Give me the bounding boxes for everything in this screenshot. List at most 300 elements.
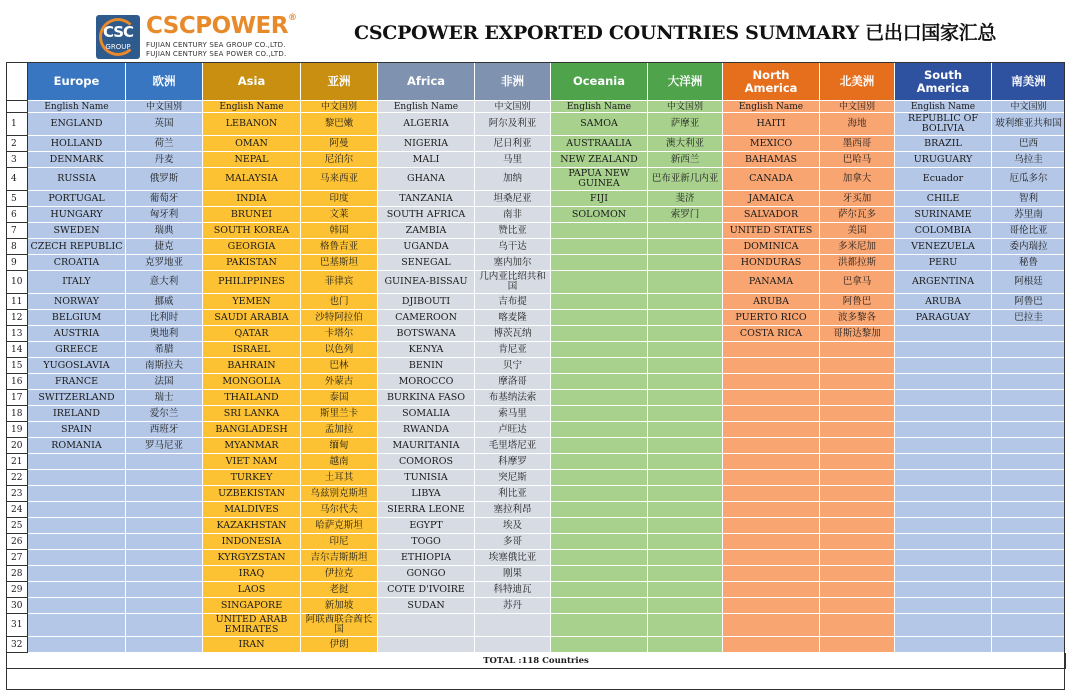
country-name-cn: 南斯拉夫 [126, 358, 203, 374]
country-name-en: PARAGUAY [895, 310, 992, 326]
country-name-cn: 海地 [820, 113, 895, 136]
continent-header-asia-cn: 亚洲 [301, 63, 378, 101]
sub-header-en: English Name [378, 101, 475, 113]
country-name-cn: 乌拉圭 [992, 152, 1066, 168]
country-name-cn: 巴哈马 [820, 152, 895, 168]
country-name-cn [648, 566, 723, 582]
country-name-en [895, 518, 992, 534]
country-name-en: UZBEKISTAN [203, 486, 301, 502]
country-name-en [28, 614, 126, 637]
country-name-cn: 塞拉利昂 [475, 502, 551, 518]
country-name-cn [992, 454, 1066, 470]
country-name-cn [648, 502, 723, 518]
country-name-en: GHANA [378, 168, 475, 191]
country-name-en: GONGO [378, 566, 475, 582]
country-name-cn: 阿鲁巴 [992, 294, 1066, 310]
country-name-cn [992, 422, 1066, 438]
country-name-cn [992, 406, 1066, 422]
country-name-cn: 埃及 [475, 518, 551, 534]
country-name-en [895, 358, 992, 374]
country-name-en: NIGERIA [378, 136, 475, 152]
country-name-cn: 牙买加 [820, 191, 895, 207]
country-name-cn: 沙特阿拉伯 [301, 310, 378, 326]
country-name-cn [992, 342, 1066, 358]
country-name-en: MALDIVES [203, 502, 301, 518]
country-name-cn: 巴林 [301, 358, 378, 374]
country-name-cn: 玻利维亚共和国 [992, 113, 1066, 136]
country-name-en [551, 223, 648, 239]
country-name-cn: 萨摩亚 [648, 113, 723, 136]
country-name-en: CHILE [895, 191, 992, 207]
row-number: 7 [7, 223, 28, 239]
country-name-cn [475, 614, 551, 637]
country-name-en: ISRAEL [203, 342, 301, 358]
country-name-cn [992, 326, 1066, 342]
country-name-en: SUDAN [378, 598, 475, 614]
country-name-en [723, 470, 820, 486]
row-number: 18 [7, 406, 28, 422]
country-name-en [895, 326, 992, 342]
country-name-cn [820, 598, 895, 614]
country-name-cn: 尼泊尔 [301, 152, 378, 168]
country-name-cn [992, 550, 1066, 566]
country-name-en: THAILAND [203, 390, 301, 406]
sub-header-en: English Name [723, 101, 820, 113]
country-name-cn [820, 486, 895, 502]
country-name-en: YEMEN [203, 294, 301, 310]
table-row [7, 358, 1066, 374]
row-number: 5 [7, 191, 28, 207]
country-name-cn: 以色列 [301, 342, 378, 358]
country-name-cn [126, 470, 203, 486]
country-name-cn [820, 454, 895, 470]
country-name-en [895, 454, 992, 470]
country-name-en: SALVADOR [723, 207, 820, 223]
country-name-cn [992, 358, 1066, 374]
country-name-cn [820, 502, 895, 518]
country-name-cn: 澳大利亚 [648, 136, 723, 152]
country-name-cn: 刚果 [475, 566, 551, 582]
table-row [7, 374, 1066, 390]
country-name-en [723, 566, 820, 582]
country-name-en [28, 637, 126, 653]
country-name-cn: 瑞典 [126, 223, 203, 239]
table-row [7, 310, 1066, 326]
table-row [7, 342, 1066, 358]
country-name-en [723, 422, 820, 438]
country-name-cn [648, 239, 723, 255]
country-name-en [895, 502, 992, 518]
row-number: 23 [7, 486, 28, 502]
company-name-1: FUJIAN CENTURY SEA GROUP CO.,LTD. [146, 41, 286, 49]
country-name-en: HAITI [723, 113, 820, 136]
country-name-en: CAMEROON [378, 310, 475, 326]
country-name-cn [126, 486, 203, 502]
country-name-en [551, 614, 648, 637]
country-name-cn [648, 422, 723, 438]
country-name-en [895, 614, 992, 637]
country-name-en: NEW ZEALAND [551, 152, 648, 168]
country-name-cn [648, 223, 723, 239]
country-name-en [723, 614, 820, 637]
country-name-en [551, 598, 648, 614]
country-name-cn [992, 566, 1066, 582]
country-name-cn [126, 637, 203, 653]
country-name-cn [648, 374, 723, 390]
country-name-cn [820, 438, 895, 454]
logo [96, 15, 301, 59]
country-name-en: NORWAY [28, 294, 126, 310]
country-name-en: PAPUA NEW GUINEA [551, 168, 648, 191]
country-name-en [895, 438, 992, 454]
country-name-cn: 巴拉圭 [992, 310, 1066, 326]
country-name-en: ETHIOPIA [378, 550, 475, 566]
country-name-en: TURKEY [203, 470, 301, 486]
country-name-cn: 苏丹 [475, 598, 551, 614]
country-name-cn: 文莱 [301, 207, 378, 223]
country-name-cn: 黎巴嫩 [301, 113, 378, 136]
row-number: 28 [7, 566, 28, 582]
table-row [7, 438, 1066, 454]
row-number: 11 [7, 294, 28, 310]
page-header [0, 0, 1071, 62]
country-name-en: VENEZUELA [895, 239, 992, 255]
country-name-en [895, 486, 992, 502]
country-name-en [28, 454, 126, 470]
country-name-cn [820, 534, 895, 550]
country-name-cn: 苏里南 [992, 207, 1066, 223]
table-row [7, 566, 1066, 582]
country-name-en: MALAYSIA [203, 168, 301, 191]
total-count: TOTAL :118 Countries [7, 653, 1066, 669]
country-name-cn [475, 637, 551, 653]
country-name-en: INDIA [203, 191, 301, 207]
country-name-cn: 哥伦比亚 [992, 223, 1066, 239]
country-name-cn: 突尼斯 [475, 470, 551, 486]
country-name-cn: 南非 [475, 207, 551, 223]
country-name-en: AUSTRIA [28, 326, 126, 342]
country-name-en [723, 486, 820, 502]
country-name-en [551, 294, 648, 310]
country-name-en: KYRGYZSTAN [203, 550, 301, 566]
country-name-en [895, 582, 992, 598]
country-name-cn: 多米尼加 [820, 239, 895, 255]
country-name-en: COTE D'IVOIRE [378, 582, 475, 598]
country-name-cn: 韩国 [301, 223, 378, 239]
country-name-cn [820, 582, 895, 598]
country-name-cn [648, 326, 723, 342]
country-name-en [551, 454, 648, 470]
country-name-cn: 土耳其 [301, 470, 378, 486]
country-name-en [723, 598, 820, 614]
country-name-cn: 斯里兰卡 [301, 406, 378, 422]
table-row [7, 168, 1066, 191]
country-name-cn: 肯尼亚 [475, 342, 551, 358]
country-name-cn [648, 454, 723, 470]
country-name-cn: 匈牙利 [126, 207, 203, 223]
country-name-cn [648, 614, 723, 637]
country-name-cn: 瑞士 [126, 390, 203, 406]
country-name-en: PHILIPPINES [203, 271, 301, 294]
country-name-en [551, 326, 648, 342]
country-name-en: BRAZIL [895, 136, 992, 152]
country-name-en: BRUNEI [203, 207, 301, 223]
table-body [7, 113, 1066, 653]
country-name-en: DOMINICA [723, 239, 820, 255]
sub-header-cn: 中文国别 [648, 101, 723, 113]
country-name-en [378, 614, 475, 637]
country-name-en [895, 390, 992, 406]
country-name-en [551, 390, 648, 406]
country-name-cn: 科摩罗 [475, 454, 551, 470]
country-name-en: BELGIUM [28, 310, 126, 326]
country-name-en [723, 358, 820, 374]
country-name-cn: 吉尔吉斯斯坦 [301, 550, 378, 566]
country-name-en [28, 518, 126, 534]
country-name-en: TOGO [378, 534, 475, 550]
country-name-cn: 哥斯达黎加 [820, 326, 895, 342]
continent-header-north-america-cn: 北美洲 [820, 63, 895, 101]
country-name-en: ALGERIA [378, 113, 475, 136]
country-name-cn: 科特迪瓦 [475, 582, 551, 598]
country-name-en [723, 438, 820, 454]
country-name-en: LAOS [203, 582, 301, 598]
country-name-cn: 也门 [301, 294, 378, 310]
continent-header-south-america-cn: 南美洲 [992, 63, 1066, 101]
country-name-en: SOUTH AFRICA [378, 207, 475, 223]
country-name-cn: 巴基斯坦 [301, 255, 378, 271]
country-name-en: PERU [895, 255, 992, 271]
country-name-en: SRI LANKA [203, 406, 301, 422]
table-row [7, 582, 1066, 598]
country-name-en: ARUBA [895, 294, 992, 310]
country-name-cn: 加拿大 [820, 168, 895, 191]
row-number: 15 [7, 358, 28, 374]
country-name-en [895, 550, 992, 566]
country-name-en: MOROCCO [378, 374, 475, 390]
sub-header-cn: 中文国别 [301, 101, 378, 113]
country-name-cn: 越南 [301, 454, 378, 470]
country-name-en: ITALY [28, 271, 126, 294]
country-name-cn [820, 550, 895, 566]
country-name-en [28, 566, 126, 582]
country-name-en [551, 358, 648, 374]
country-name-cn [126, 518, 203, 534]
country-name-cn [992, 438, 1066, 454]
country-name-cn: 索马里 [475, 406, 551, 422]
country-name-en: KAZAKHSTAN [203, 518, 301, 534]
country-name-en [723, 502, 820, 518]
country-name-cn [820, 518, 895, 534]
country-name-en: FRANCE [28, 374, 126, 390]
country-name-cn [820, 470, 895, 486]
country-name-en: DJIBOUTI [378, 294, 475, 310]
country-name-cn [648, 550, 723, 566]
country-name-en: REPUBLIC OF BOLIVIA [895, 113, 992, 136]
country-name-en: QATAR [203, 326, 301, 342]
country-name-en [723, 342, 820, 358]
country-name-en [895, 534, 992, 550]
country-name-cn: 孟加拉 [301, 422, 378, 438]
country-name-cn: 菲律宾 [301, 271, 378, 294]
country-name-cn [992, 374, 1066, 390]
country-name-en [895, 598, 992, 614]
registered-mark: ® [287, 13, 297, 23]
country-name-cn: 俄罗斯 [126, 168, 203, 191]
country-name-cn: 毛里塔尼亚 [475, 438, 551, 454]
country-name-en: SAMOA [551, 113, 648, 136]
table-row [7, 518, 1066, 534]
country-name-en [551, 255, 648, 271]
country-name-en: CROATIA [28, 255, 126, 271]
country-name-en: UNITED STATES [723, 223, 820, 239]
country-name-cn [992, 582, 1066, 598]
country-name-cn [820, 342, 895, 358]
row-number: 19 [7, 422, 28, 438]
country-name-en [895, 637, 992, 653]
country-name-en [28, 598, 126, 614]
total-row [7, 653, 1066, 669]
country-name-cn [126, 454, 203, 470]
country-name-en: SAUDI ARABIA [203, 310, 301, 326]
country-name-en: BURKINA FASO [378, 390, 475, 406]
country-name-en [551, 342, 648, 358]
country-name-en [551, 271, 648, 294]
country-name-cn: 摩洛哥 [475, 374, 551, 390]
country-name-cn [648, 390, 723, 406]
row-number: 22 [7, 470, 28, 486]
country-name-en: RWANDA [378, 422, 475, 438]
country-name-cn: 贝宁 [475, 358, 551, 374]
country-name-en: IRAQ [203, 566, 301, 582]
country-name-cn: 捷克 [126, 239, 203, 255]
row-number: 8 [7, 239, 28, 255]
country-name-en: PUERTO RICO [723, 310, 820, 326]
country-name-cn: 乌兹别克斯坦 [301, 486, 378, 502]
country-name-en [551, 534, 648, 550]
sub-header-en: English Name [551, 101, 648, 113]
country-name-en: SWEDEN [28, 223, 126, 239]
sub-header-cn: 中文国别 [475, 101, 551, 113]
country-name-en: LIBYA [378, 486, 475, 502]
country-name-cn: 罗马尼亚 [126, 438, 203, 454]
country-name-cn: 巴西 [992, 136, 1066, 152]
country-name-en: Ecuador [895, 168, 992, 191]
country-name-cn: 希腊 [126, 342, 203, 358]
country-name-en: ARUBA [723, 294, 820, 310]
country-name-cn [648, 470, 723, 486]
country-name-en [895, 374, 992, 390]
country-name-cn [648, 406, 723, 422]
country-name-en: BAHRAIN [203, 358, 301, 374]
country-name-cn [992, 637, 1066, 653]
country-name-en [28, 470, 126, 486]
country-name-cn: 西班牙 [126, 422, 203, 438]
country-name-en: URUGUARY [895, 152, 992, 168]
country-name-cn: 洪都拉斯 [820, 255, 895, 271]
csc-group-logo-icon: CSC GROUP [96, 15, 140, 59]
country-name-cn: 缅甸 [301, 438, 378, 454]
countries-table [6, 62, 1066, 669]
country-name-en: FIJI [551, 191, 648, 207]
country-name-en: BENIN [378, 358, 475, 374]
country-name-cn: 爱尔兰 [126, 406, 203, 422]
country-name-cn [648, 294, 723, 310]
table-row [7, 294, 1066, 310]
row-number: 17 [7, 390, 28, 406]
table-row [7, 223, 1066, 239]
country-name-cn [648, 438, 723, 454]
country-name-cn: 马里 [475, 152, 551, 168]
country-name-en: SURINAME [895, 207, 992, 223]
table-row [7, 152, 1066, 168]
country-name-en: PAKISTAN [203, 255, 301, 271]
country-name-cn [648, 582, 723, 598]
country-name-cn: 吉布提 [475, 294, 551, 310]
country-name-en: COSTA RICA [723, 326, 820, 342]
country-name-cn [126, 566, 203, 582]
country-name-cn [820, 637, 895, 653]
country-name-cn: 巴布亚新几内亚 [648, 168, 723, 191]
country-name-cn: 丹麦 [126, 152, 203, 168]
country-name-en: YUGOSLAVIA [28, 358, 126, 374]
table-row [7, 406, 1066, 422]
continent-header-oceania: Oceania [551, 63, 648, 101]
table-row [7, 422, 1066, 438]
continent-header-north-america: North America [723, 63, 820, 101]
country-name-cn [126, 550, 203, 566]
continent-header-europe: Europe [28, 63, 126, 101]
table-row [7, 191, 1066, 207]
table-row [7, 637, 1066, 653]
country-name-en: SOMALIA [378, 406, 475, 422]
country-name-en [551, 438, 648, 454]
country-name-en: SOLOMON [551, 207, 648, 223]
country-name-cn: 新西兰 [648, 152, 723, 168]
country-name-en: COLOMBIA [895, 223, 992, 239]
row-number: 30 [7, 598, 28, 614]
country-name-cn [992, 598, 1066, 614]
country-name-cn [126, 534, 203, 550]
country-name-cn: 利比亚 [475, 486, 551, 502]
country-name-en: SIERRA LEONE [378, 502, 475, 518]
country-name-en: RUSSIA [28, 168, 126, 191]
country-name-cn [820, 422, 895, 438]
sub-header-en: English Name [895, 101, 992, 113]
country-name-en [551, 239, 648, 255]
country-name-en: ROMANIA [28, 438, 126, 454]
country-name-en: PANAMA [723, 271, 820, 294]
country-name-en: SENEGAL [378, 255, 475, 271]
country-name-cn: 索罗门 [648, 207, 723, 223]
table-row [7, 550, 1066, 566]
country-name-en: DENMARK [28, 152, 126, 168]
country-name-cn: 伊朗 [301, 637, 378, 653]
country-name-en: INDONESIA [203, 534, 301, 550]
country-name-cn [648, 637, 723, 653]
country-name-en: SOUTH KOREA [203, 223, 301, 239]
continent-header-africa-cn: 非洲 [475, 63, 551, 101]
row-number: 3 [7, 152, 28, 168]
row-number: 24 [7, 502, 28, 518]
table-row [7, 534, 1066, 550]
row-number: 31 [7, 614, 28, 637]
country-name-en [551, 406, 648, 422]
country-name-en [551, 374, 648, 390]
country-name-cn: 卡塔尔 [301, 326, 378, 342]
continent-header-africa: Africa [378, 63, 475, 101]
row-number: 25 [7, 518, 28, 534]
